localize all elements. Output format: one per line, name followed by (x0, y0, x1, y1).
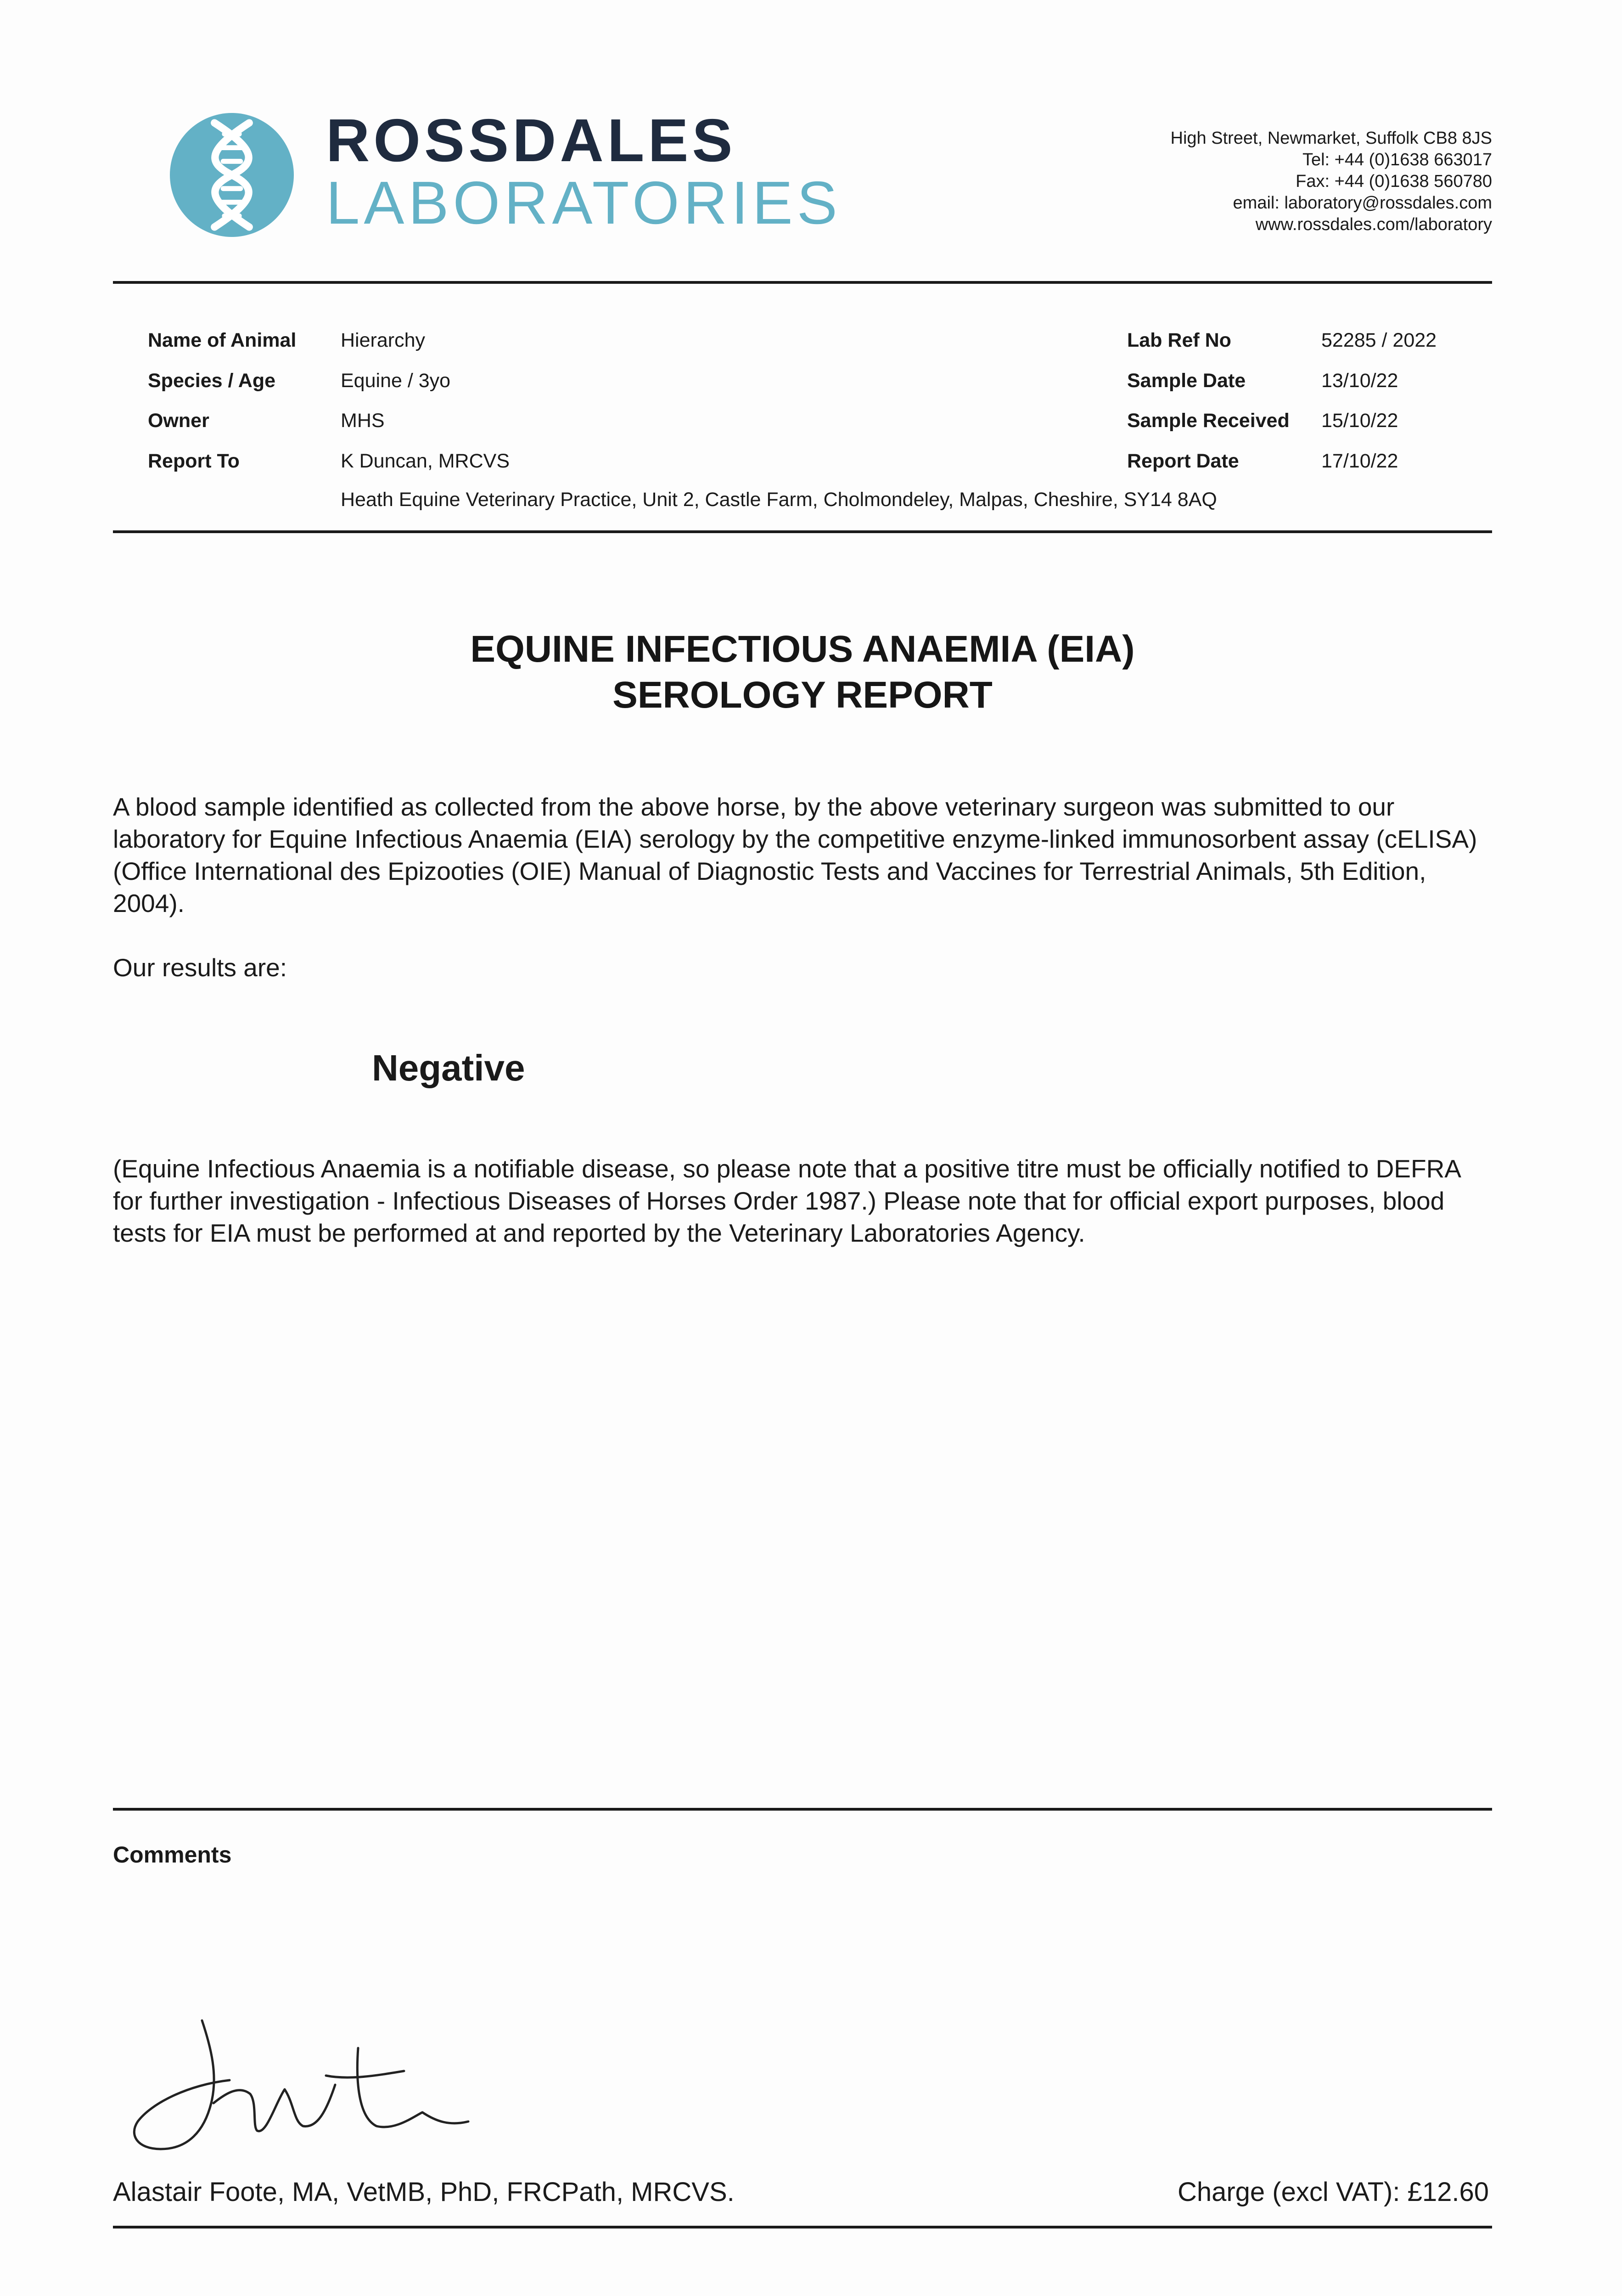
charge-amount: Charge (excl VAT): £12.60 (1177, 2177, 1489, 2207)
comments-label: Comments (113, 1842, 232, 1868)
name-of-animal-label: Name of Animal (148, 329, 297, 351)
telephone: Tel: +44 (0)1638 663017 (1302, 150, 1492, 169)
report-to-label: Report To (148, 450, 240, 472)
report-to-value: K Duncan, MRCVS (341, 450, 510, 472)
footer-divider (113, 2226, 1492, 2228)
result-value: Negative (372, 1047, 525, 1088)
name-of-animal-value: Hierarchy (341, 329, 425, 351)
species-age-label: Species / Age (148, 370, 276, 392)
brand-name-line1: ROSSDALES (326, 107, 736, 174)
lab-ref-value: 52285 / 2022 (1321, 329, 1437, 351)
dna-logo-icon (170, 113, 294, 237)
signature-image (119, 2011, 477, 2163)
sample-received-value: 15/10/22 (1321, 410, 1398, 432)
website: www.rossdales.com/laboratory (1255, 215, 1492, 234)
results-intro: Our results are: (113, 953, 287, 982)
sample-date-label: Sample Date (1127, 370, 1246, 392)
lab-ref-label: Lab Ref No (1127, 329, 1231, 351)
report-to-address: Heath Equine Veterinary Practice, Unit 2, Castle Farm, Cholmondeley, Malpas, Cheshire, SY14 8AQ (341, 489, 1217, 511)
signatory-name: Alastair Foote, MA, VetMB, PhD, FRCPath, MRCVS. (113, 2177, 735, 2207)
report-title-line1: EQUINE INFECTIOUS ANAEMIA (EIA) (470, 628, 1135, 670)
owner-value: MHS (341, 410, 385, 432)
report-date-label: Report Date (1127, 450, 1239, 472)
comments-divider (113, 1808, 1492, 1811)
sample-received-label: Sample Received (1127, 410, 1290, 432)
header-divider (113, 281, 1492, 284)
brand-name-line2: LABORATORIES (326, 169, 842, 236)
sample-date-value: 13/10/22 (1321, 370, 1398, 392)
notifiable-note: (Equine Infectious Anaemia is a notifiable disease, so please note that a positive titre must be officially notified to DEFRA for further investigation - Infectious Diseases of Horses Order 1987.) Please note that for official export purposes, blood tests for EIA must be performed at and reported by the Veterinary Laboratories Agency. (113, 1154, 1460, 1247)
owner-label: Owner (148, 410, 209, 432)
email: email: laboratory@rossdales.com (1233, 193, 1492, 213)
address: High Street, Newmarket, Suffolk CB8 8JS (1170, 129, 1492, 148)
info-divider (113, 530, 1492, 533)
report-date-value: 17/10/22 (1321, 450, 1398, 472)
species-age-value: Equine / 3yo (341, 370, 451, 392)
contact-block (987, 128, 1492, 236)
report-title-line2: SEROLOGY REPORT (612, 674, 993, 716)
fax: Fax: +44 (0)1638 560780 (1296, 172, 1492, 191)
intro-paragraph: A blood sample identified as collected from the above horse, by the above veterinary surgeon was submitted to our laboratory for Equine Infectious Anaemia (EIA) serology by the competitive enzyme-linked immunosorbent assay (cELISA) (Office International des Epizooties (OIE) Manual of Diagnostic Tests and Vaccines for Terrestrial Animals, 5th Edition, 2004). (113, 793, 1477, 917)
